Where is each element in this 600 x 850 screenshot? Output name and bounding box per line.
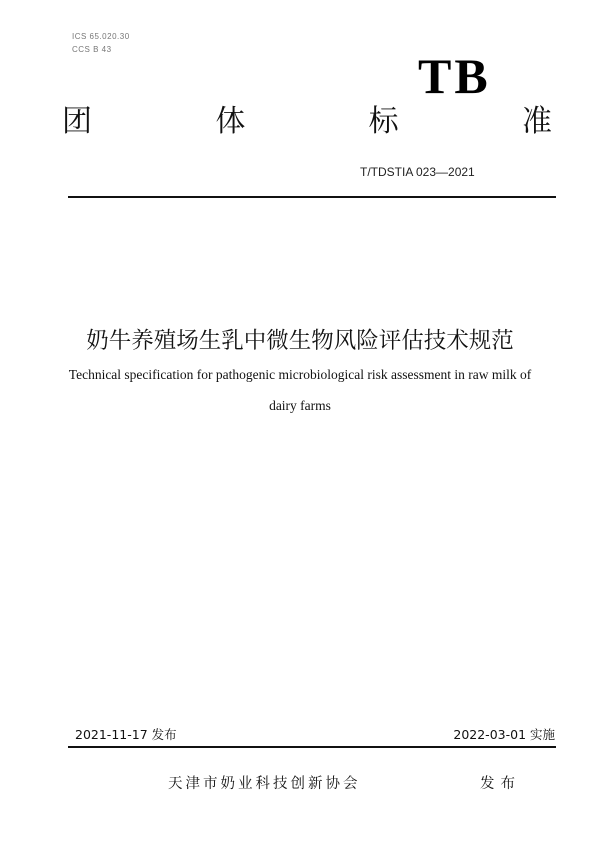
standard-type-char: 体 bbox=[215, 104, 246, 139]
standard-type-char: 团 bbox=[62, 104, 92, 139]
standard-type-title bbox=[62, 102, 552, 142]
issue-date: 2021-11-17 发布 bbox=[75, 727, 177, 742]
document-title-english-line2: dairy farms bbox=[269, 398, 331, 413]
top-divider bbox=[68, 196, 556, 198]
bottom-divider bbox=[68, 746, 556, 748]
tb-logo: TB bbox=[418, 48, 491, 104]
ics-code: ICS 65.020.30 bbox=[72, 32, 130, 41]
publisher-name: 天津市奶业科技创新协会 bbox=[168, 776, 361, 792]
ccs-code: CCS B 43 bbox=[72, 45, 112, 54]
standard-type-char: 准 bbox=[521, 104, 552, 139]
standard-number: T/TDSTIA 023—2021 bbox=[360, 165, 475, 179]
publish-label: 发布 bbox=[480, 776, 521, 792]
standard-type-char: 标 bbox=[368, 104, 399, 139]
classification-codes bbox=[72, 30, 130, 56]
document-title-english-line1: Technical specification for pathogenic microbiological risk assessment in raw milk of bbox=[68, 367, 532, 382]
document-title-chinese: 奶牛养殖场生乳中微生物风险评估技术规范 bbox=[86, 328, 514, 354]
implementation-date: 2022-03-01 实施 bbox=[453, 727, 555, 742]
